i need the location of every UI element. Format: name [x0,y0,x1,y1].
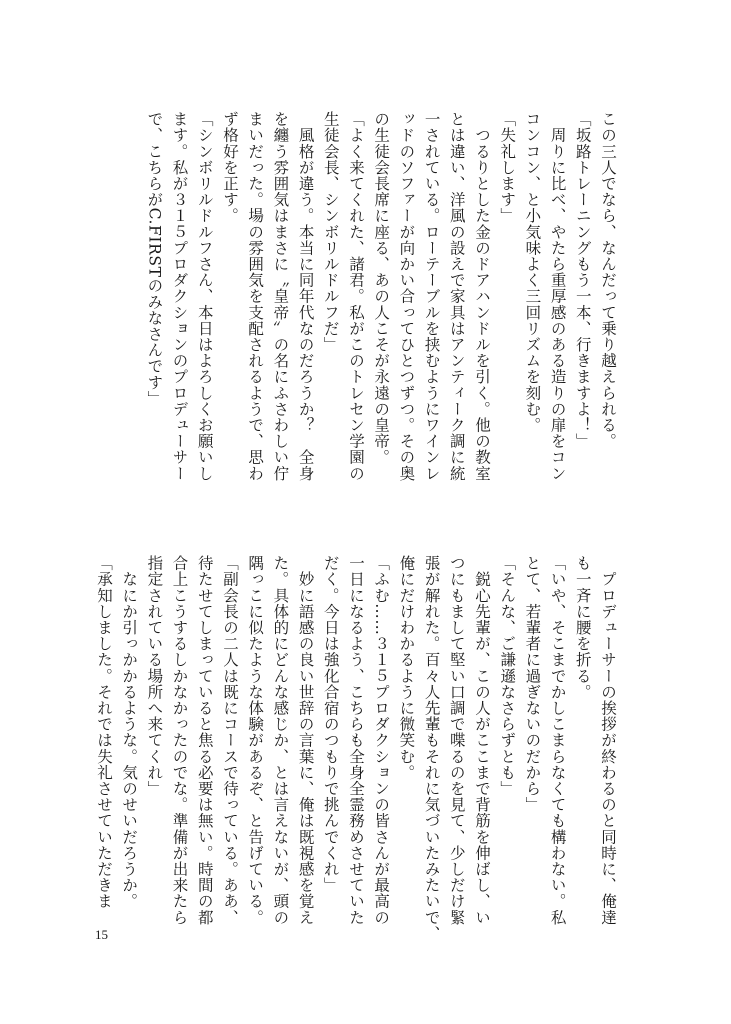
text-line: ず格好を正す。 [220,111,239,224]
text-line: 指定されている場所へ来てくれ」 [145,555,164,797]
text-line: 一日になるよう、こちらも全身全霊務めさせていた [346,555,365,926]
text-block-bottom [91,555,620,955]
text-line: コンコン、と小気味よく三回リズムを刻む。 [523,111,542,433]
text-line: 「そんな、ご謙遜なさらずとも」 [498,555,517,797]
text-line: まいだった。場の雰囲気を支配されるようで、思わ [246,111,265,482]
text-line: 「承知しました。それでは失礼させていただきま [94,555,113,910]
text-line: とて、若輩者に過ぎないのだから」 [523,555,542,813]
text-line: 鋭心先輩が、この人がここまで背筋を伸ばし、い [472,555,491,926]
text-line: 生徒会長、シンボリルドルフだ」 [321,111,340,353]
text-line: 「よく来てくれた、諸君。私がこのトレセン学園の [346,111,365,482]
text-line: 「副会長の二人は既にコースで待っている。ああ、 [220,555,239,926]
text-line: だく。今日は強化合宿のつもりで挑んでくれ」 [321,555,340,894]
text-line: つにもまして堅い口調で喋るのを見て、少しだけ緊 [447,555,466,926]
text-line: 周りに比べ、やたら重厚感のある造りの扉をコン [548,111,567,482]
text-line: とは違い、洋風の設えで家具はアンティーク調に統 [447,111,466,482]
text-line: 「シンボリルドルフさん、本日はよろしくお願いし [195,111,214,482]
text-line: 風格が違う。本当に同年代なのだろうか？ 全身 [296,111,315,482]
page-number: 15 [95,927,108,942]
text-line: なにか引っかかるような。気のせいだろうか。 [120,555,139,910]
text-line: 妙に語感の良い世辞の言葉に、俺は既視感を覚え [296,555,315,926]
text-line: 一されている。ローテーブルを挟むようにワインレ [422,111,441,482]
text-line: で、こちらがC.FIRSTのみなさんです」 [145,111,164,407]
text-line: 合上こうするしかなかったのでな。準備が出来たら [170,555,189,926]
text-line: 張が解れた。百々人先輩もそれに気づいたみたいで、 [422,555,441,942]
text-line: ッドのソファーが向かい合ってひとつずつ。その奥 [397,111,416,482]
text-line: 「いや、そこまでかしこまらなくても構わない。私 [548,555,567,926]
text-line: 「坂路トレーニングもう一本、行きますよ！」 [573,111,592,450]
text-line: も一斉に腰を折る。 [573,555,592,700]
text-block-top [141,111,620,503]
text-line: を纏う雰囲気はまさに〝皇帝〟の名にふさわしい佇 [271,111,290,482]
text-line: 「ふむ……３１５プロダクションの皆さんが最高の [372,555,391,926]
text-line: 隅っこに似たような体験があるぞ、と告げている。 [246,555,265,926]
text-line: の生徒会長席に座る、あの人こそが永遠の皇帝。 [372,111,391,466]
text-line: 待たせてしまっていると焦る必要は無い。時間の都 [195,555,214,926]
text-line: た。具体的にどんな感じか、とは言えないが、頭の [271,555,290,926]
text-line: つるりとした金のドアハンドルを引く。他の教室 [472,111,491,482]
text-line: ます。私が３１５プロダクションのプロデューサー [170,111,189,482]
text-line: プロデューサーの挨拶が終わるのと同時に、俺達 [599,555,617,926]
text-line: 俺にだけわかるように微笑む。 [397,555,416,781]
text-line: この三人でなら、なんだって乗り越えられる。 [599,111,617,450]
text-line: 「失礼します」 [498,111,517,224]
